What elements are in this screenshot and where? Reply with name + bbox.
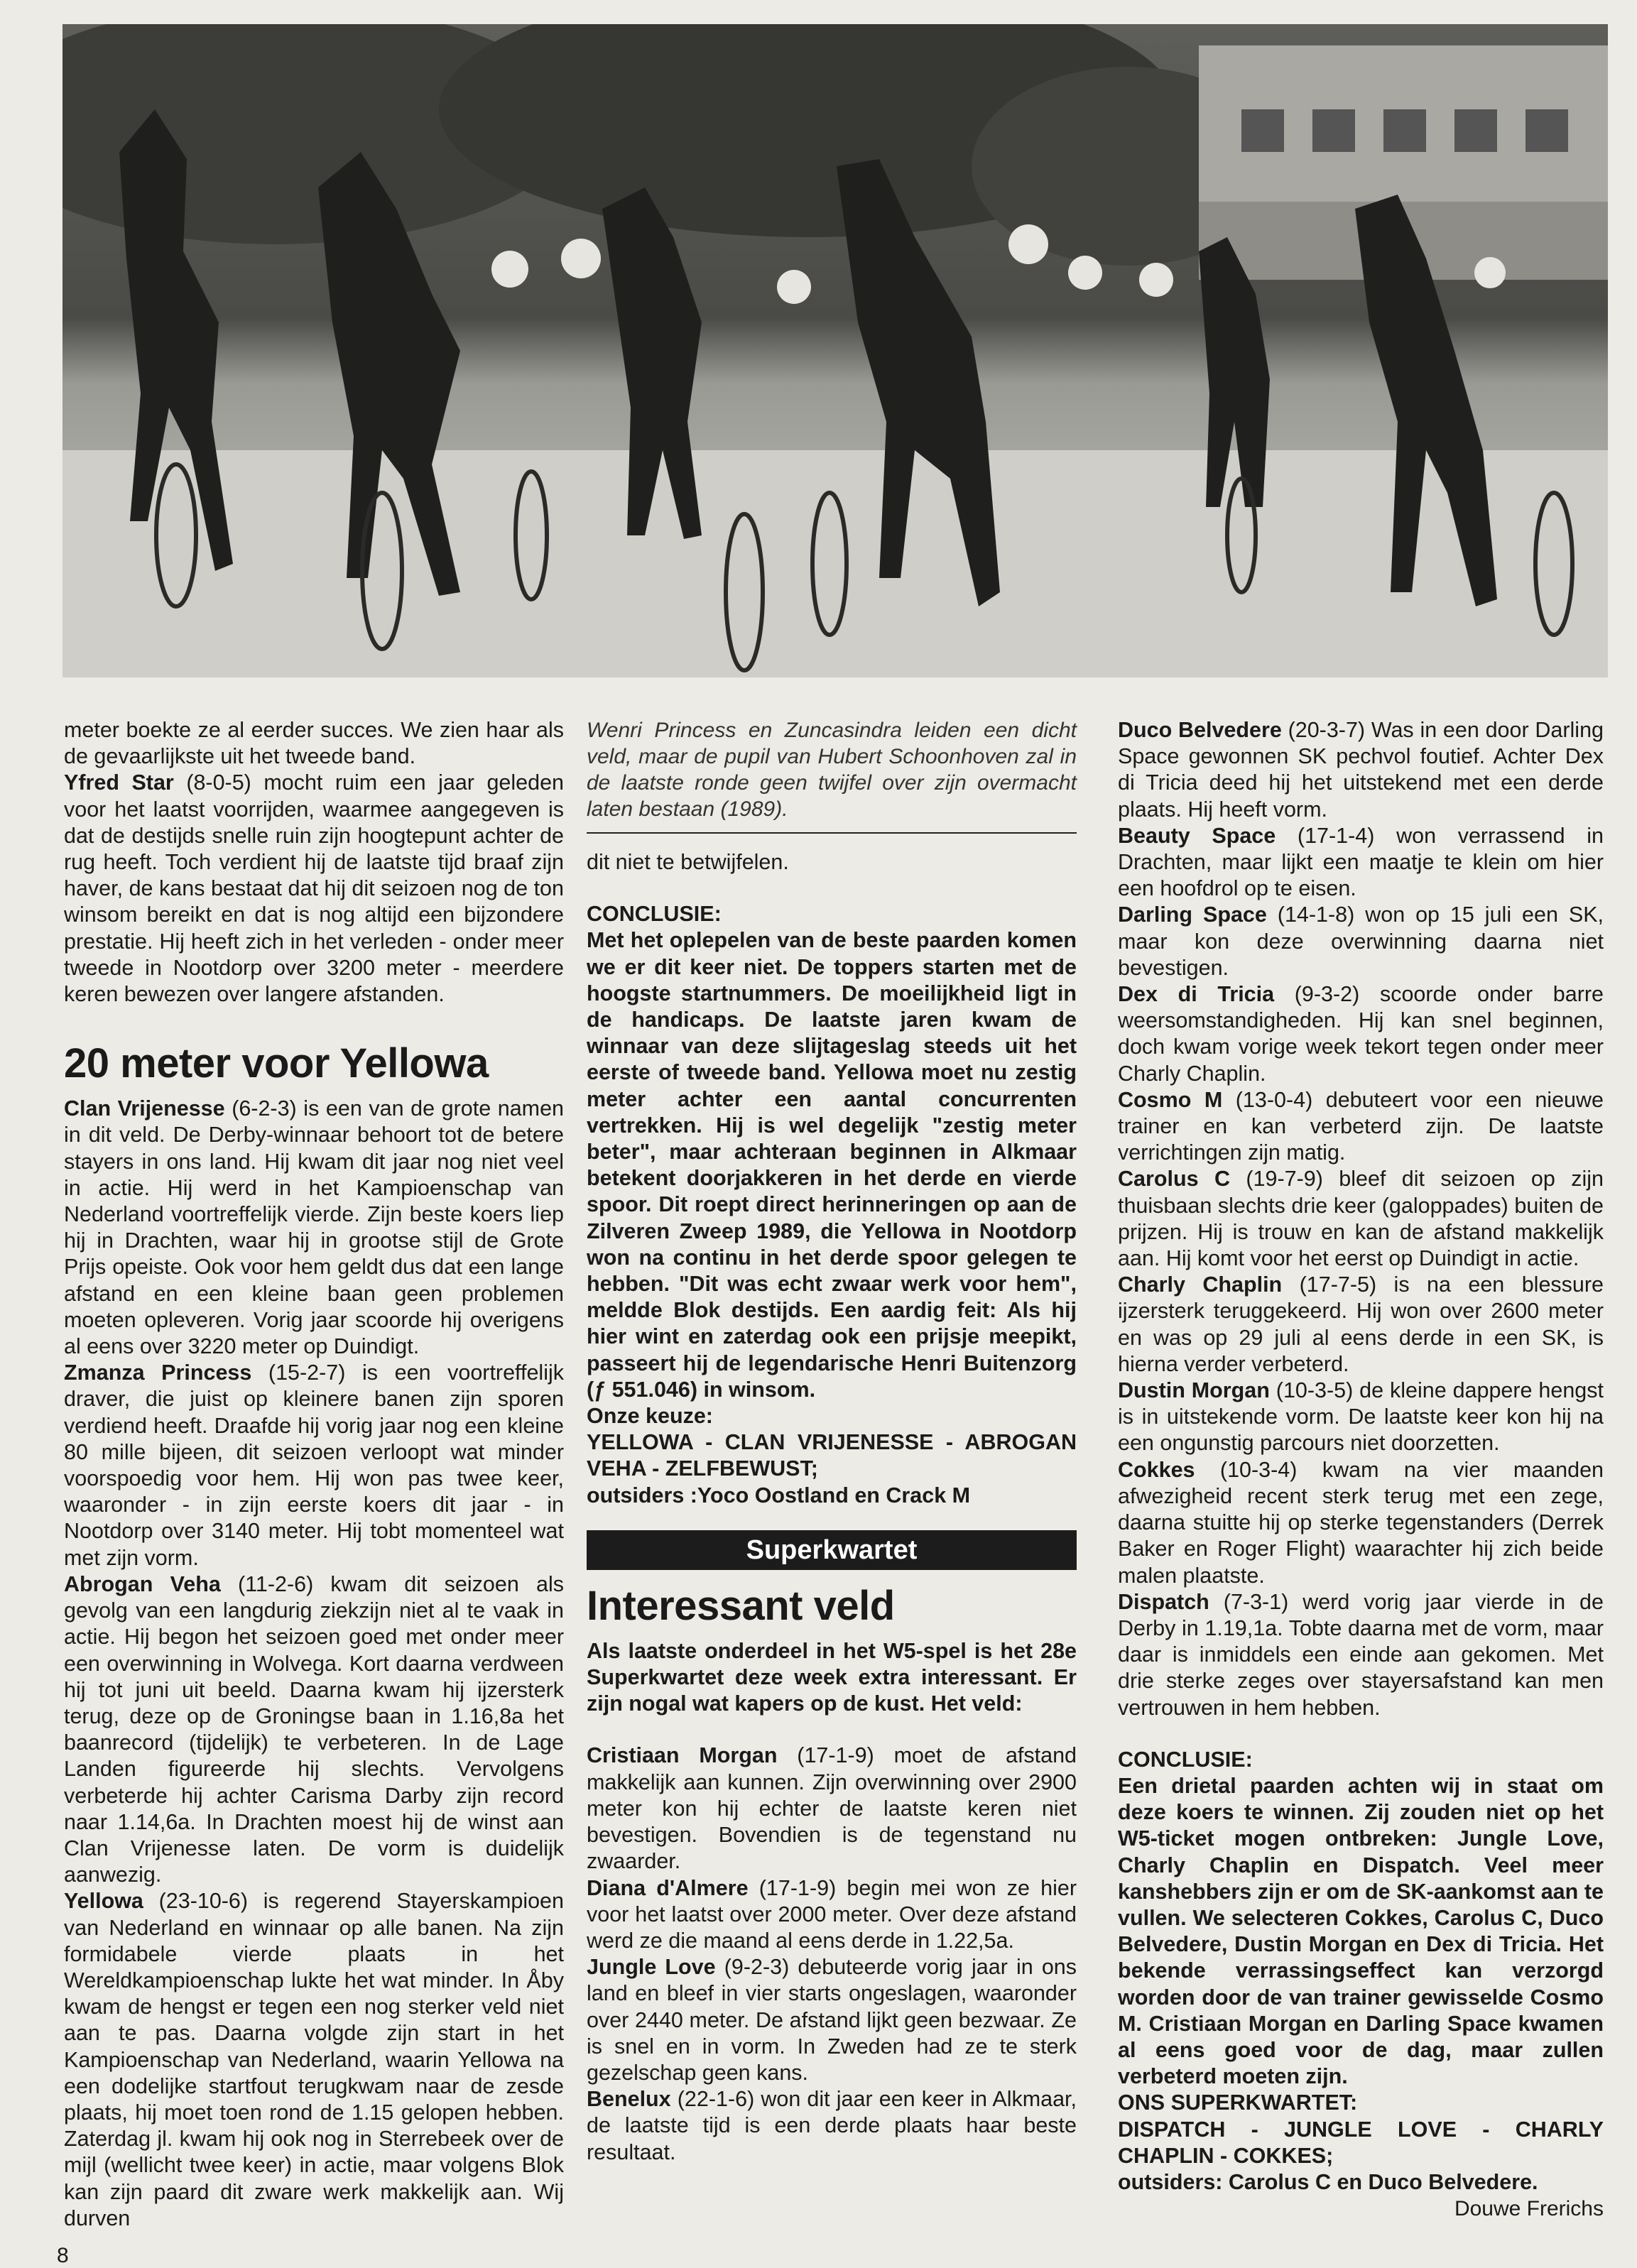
superkwartet-text: DISPATCH - JUNGLE LOVE - CHARLY CHAPLIN - COKKES; xyxy=(1118,2117,1604,2168)
horse-name: Yfred Star xyxy=(64,770,174,795)
horse-name: Dustin Morgan xyxy=(1118,1378,1270,1403)
superkwartet-label: ONS SUPERKWARTET: xyxy=(1118,2090,1358,2115)
horse-name: Cokkes xyxy=(1118,1457,1195,1482)
intro-text: Als laatste onderdeel in het W5-spel is het 28e Superkwartet deze week extra interessant. Er zijn nogal wat kapers op de kust. Het veld: xyxy=(587,1638,1077,1716)
horse-name: Dex di Tricia xyxy=(1118,982,1275,1007)
conclusie-text: Een drietal paarden achten wij in staat om deze koers te winnen. Zij zouden niet op het W5-ticket mogen ontbreken: Jungle Love, Charly Chaplin en Dispatch. Veel meer kanshebbers zijn er om de SK-aankomst aan te vullen. We selecteren Cokkes, Carolus C, Duco Belvedere, Dustin Morgan en Dex di Tricia. Het bekende verrassingseffect kan verzorgd worden door de van trainer gewisselde Cosmo M. Cristiaan Morgan en Darling Space kwamen al eens goed voor de dag, maar zullen verbeterd moeten zijn. xyxy=(1118,1773,1604,2089)
entry-cosmo-m: Cosmo M (13-0-4) debuteert voor een nieuwe trainer en kan verbeterd zijn. De laatste verrichtingen zijn matig. xyxy=(1118,1087,1604,1165)
horse-name: Charly Chaplin xyxy=(1118,1272,1283,1297)
horse-name: Abrogan Veha xyxy=(64,1571,221,1596)
keuze-text: YELLOWA - CLAN VRIJENESSE - ABROGAN VEHA - ZELFBEWUST; xyxy=(587,1430,1077,1481)
entry-carolus-c: Carolus C (19-7-9) bleef dit seizoen op zijn thuisbaan slechts drie keer (galoppades) buiten de prijzen. Hij is trouw en kan de afstand makkelijk aan. Hij komt voor het eerst op Duindigt in actie. xyxy=(1118,1167,1604,1271)
race-photo xyxy=(62,24,1608,677)
horse-name: Jungle Love xyxy=(587,1955,716,1980)
horse-name: Darling Space xyxy=(1118,903,1267,927)
horse-name: Cristiaan Morgan xyxy=(587,1743,778,1768)
horse-name: Yellowa xyxy=(64,1889,143,1914)
section-heading: 20 meter voor Yellowa xyxy=(64,1040,489,1087)
horse-name: Cosmo M xyxy=(1118,1087,1223,1112)
horse-name: Clan Vrijenesse xyxy=(64,1096,225,1121)
entry-charly-chaplin: Charly Chaplin (17-7-5) is na een blessure ijzersterk teruggekeerd. Hij won over 2600 meter en was op 29 juli al eens derde in een SK, is hierna verder verbeterd. xyxy=(1118,1272,1604,1376)
paragraph-continuation: meter boekte ze al eerder succes. We zien haar als de gevaarlijkste uit het tweede band. xyxy=(64,718,564,769)
entry-duco-belvedere: Duco Belvedere (20-3-7) Was in een door Darling Space gewonnen SK pechvol foutief. Achter Dex di Tricia deed hij het uitstekend met een derde plaats. Hij heeft vorm. xyxy=(1118,718,1604,822)
entry-cristiaan-morgan: Cristiaan Morgan (17-1-9) moet de afstand makkelijk aan kunnen. Zijn overwinning over 2900 meter kon hij echter de laatste keren niet bevestigen. Bovendien is de tegenstand nu zwaarder. xyxy=(587,1743,1077,1874)
page-number: 8 xyxy=(57,2244,69,2267)
entry-dex-di-tricia: Dex di Tricia (9-3-2) scoorde onder barre weersomstandigheden. Hij kan snel beginnen, doch kwam vorige week tekort tegen onder meer Charly Chaplin. xyxy=(1118,982,1604,1086)
entry-benelux: Benelux (22-1-6) won dit jaar een keer in Alkmaar, de laatste tijd is een derde plaats haar beste resultaat. xyxy=(587,2087,1077,2164)
photo-caption: Wenri Princess en Zuncasindra leiden een dicht veld, maar de pupil van Hubert Schoonhoven zal in de laatste ronde geen twijfel over zijn overmacht laten bestaan (1989). xyxy=(587,717,1077,834)
entry-cokkes: Cokkes (10-3-4) kwam na vier maanden afwezigheid recent sterk terug met een zege, daarna stuitte hij op sterke tegenstanders (Derrek Baker en Roger Flight) waarachter hij zich beide malen plaatste. xyxy=(1118,1457,1604,1588)
horse-name: Benelux xyxy=(587,2087,671,2112)
entry-yfred-star: Yfred Star (8-0-5) mocht ruim een jaar geleden voor het laatst voorrijden, waarmee aangegeven is dat de destijds snelle ruin zijn hoogtepunt achter de rug heeft. Toch verdient hij de laatste tijd braaf zijn haver, de kans bestaat dat hij dit seizoen nog de ton winsom bereikt en dat is nog altijd een bijzondere prestatie. Hij heeft zich in het verleden - onder meer tweede in Nootdorp over 3200 meter - meerdere keren bewezen over langere afstanden. xyxy=(64,770,565,1007)
entry-zmanza-princess: Zmanza Princess (15-2-7) is een voortreffelijk draver, die juist op kleinere banen zijn sporen verdiend heeft. Draafde hij vorig jaar nog een kleine 80 mille bijeen, dit seizoen verloopt wat minder voorspoedig voor hem. Hij won pas twee keer, waaronder - in zijn eerste koers dit jaar - in Nootdorp over 3140 meter. Hij tobt momenteel wat met zijn vorm. xyxy=(64,1361,564,1570)
outsiders-text: outsiders: Carolus C en Duco Belvedere. xyxy=(1118,2169,1538,2194)
entry-yellowa: Yellowa (23-10-6) is regerend Stayerskampioen van Nederland en winnaar op alle banen. Na zijn formidabele vierde plaats in het Wereldkampioenschap lukte het wat minder. In Åby kwam de hengst er tegen een nog sterker veld niet aan te pas. Daarna volgde zijn start in het Kampioenschap van Nederland, waarin Yellowa na een dodelijke startfout terugkwam naar de zesde plaats, hij moet toen rond de 1.15 gelopen hebben. Zaterdag jl. kwam hij ook nog in Sterrebeek over de mijl (wellicht twee keer) in actie, maar volgens Blok kan zijn paard dit zware werk makkelijk aan. Wij durven xyxy=(64,1889,564,2230)
entry-abrogan-veha: Abrogan Veha (11-2-6) kwam dit seizoen als gevolg van een langdurig ziekzijn niet al te vaak in actie. Hij begon het seizoen goed met onder meer een overwinning in Wolvega. Kort daarna verdween hij tot juni uit beeld. Daarna kwam hij ijzersterk terug, deze op de Groningse baan in 1.16,8a het baanrecord (tijdelijk) te verbeteren. In de Lage Landen figureerde hij slechts. Vervolgens verbeterde hij achter Carisma Darby zijn record naar 1.14,6a. In Drachten moest hij de winst aan Clan Vrijenesse laten. De vorm is duidelijk aanwezig. xyxy=(64,1571,565,1887)
column-3 xyxy=(1118,717,1604,2222)
entry-jungle-love: Jungle Love (9-2-3) debuteerde vorig jaar in ons land en bleef in vier starts ongeslagen, waaronder over 2440 meter. De afstand lijkt geen bezwaar. Ze is snel en in vorm. In Zweden had ze te sterk gezelschap geen kans. xyxy=(587,1955,1077,2085)
column-1 xyxy=(64,717,564,2232)
horse-name: Zmanza Princess xyxy=(64,1361,252,1385)
conclusie-text: Met het oplepelen van de beste paarden komen we er dit keer niet. De toppers starten met de hoogste startnummers. De moeilijkheid ligt in de handicaps. De laatste jaren kwam de winnaar van deze slijtageslag steeds uit het eerste of tweede band. Yellowa moet nu zestig meter achter een aantal concurrenten vertrekken. Hij is wel degelijk "zestig meter beter", maar achteraan beginnen in Alkmaar betekent doorjakkeren in het derde en vierde spoor. Dit roept direct herinneringen op aan de Zilveren Zweep 1989, die Yellowa in Nootdorp won na continu in het derde spoor gelegen te hebben. "Dit was echt zwaar werk voor hem", meldde Blok destijds. Een aardig feit: Als hij hier wint en zaterdag ook een prijsje meepikt, passeert hij de legendarische Henri Buitenzorg (ƒ 551.046) in winsom. xyxy=(587,928,1077,1402)
column-2 xyxy=(587,717,1077,2166)
harness-race-image xyxy=(62,24,1608,677)
horse-name: Dispatch xyxy=(1118,1589,1209,1614)
horse-name: Duco Belvedere xyxy=(1118,718,1282,742)
section-heading: Interessant veld xyxy=(587,1582,895,1629)
conclusie-label: CONCLUSIE: xyxy=(587,902,722,927)
entry-dustin-morgan: Dustin Morgan (10-3-5) de kleine dappere hengst is in uitstekende vorm. De laatste keer kon hij na een ongunstig parcours niet doorzetten. xyxy=(1118,1378,1604,1456)
entry-clan-vrijenesse: Clan Vrijenesse (6-2-3) is een van de grote namen in dit veld. De Derby-winnaar behoort tot de betere stayers in ons land. Hij kwam dit jaar nog niet veel in actie. Hij werd in het Kampioenschap van Nederland voortreffelijk vierde. Zijn beste koers liep hij in Drachten, waar hij in grootse stijl de Grote Prijs opeiste. Ook voor hem geldt dus dat een lange afstand en een kleine baan geen problemen moeten opleveren. Vorig jaar scoorde hij overigens al eens over 3220 meter op Duindigt. xyxy=(64,1096,564,1359)
horse-name: Carolus C xyxy=(1118,1167,1230,1192)
entry-darling-space: Darling Space (14-1-8) won op 15 juli een SK, maar kon deze overwinning daarna niet bevestigen. xyxy=(1118,903,1604,980)
outsiders-text: outsiders :Yoco Oostland en Crack M xyxy=(587,1483,971,1508)
paragraph-continuation: dit niet te betwijfelen. xyxy=(587,850,789,874)
entry-diana-dalmere: Diana d'Almere (17-1-9) begin mei won ze hier voor het laatst over 2000 meter. Over deze afstand werd ze die maand al eens derde in 1.22,5a. xyxy=(587,1875,1077,1953)
entry-beauty-space: Beauty Space (17-1-4) won verrassend in Drachten, maar lijkt een maatje te klein om hier een hoofdrol op te eisen. xyxy=(1118,823,1604,901)
horse-name: Diana d'Almere xyxy=(587,1875,749,1900)
horse-name: Beauty Space xyxy=(1118,823,1276,848)
conclusie-label: CONCLUSIE: xyxy=(1118,1747,1253,1772)
superkwartet-banner: Superkwartet xyxy=(587,1530,1077,1570)
keuze-label: Onze keuze: xyxy=(587,1404,713,1429)
entry-dispatch: Dispatch (7-3-1) werd vorig jaar vierde in de Derby in 1.19,1a. Tobte daarna met de vorm, maar daar is inmiddels een einde aan gekomen. Met drie sterke zeges over stayersafstand kan men vertrouwen in hem hebben. xyxy=(1118,1589,1604,1720)
author-signature: Douwe Frerichs xyxy=(1454,2197,1604,2221)
